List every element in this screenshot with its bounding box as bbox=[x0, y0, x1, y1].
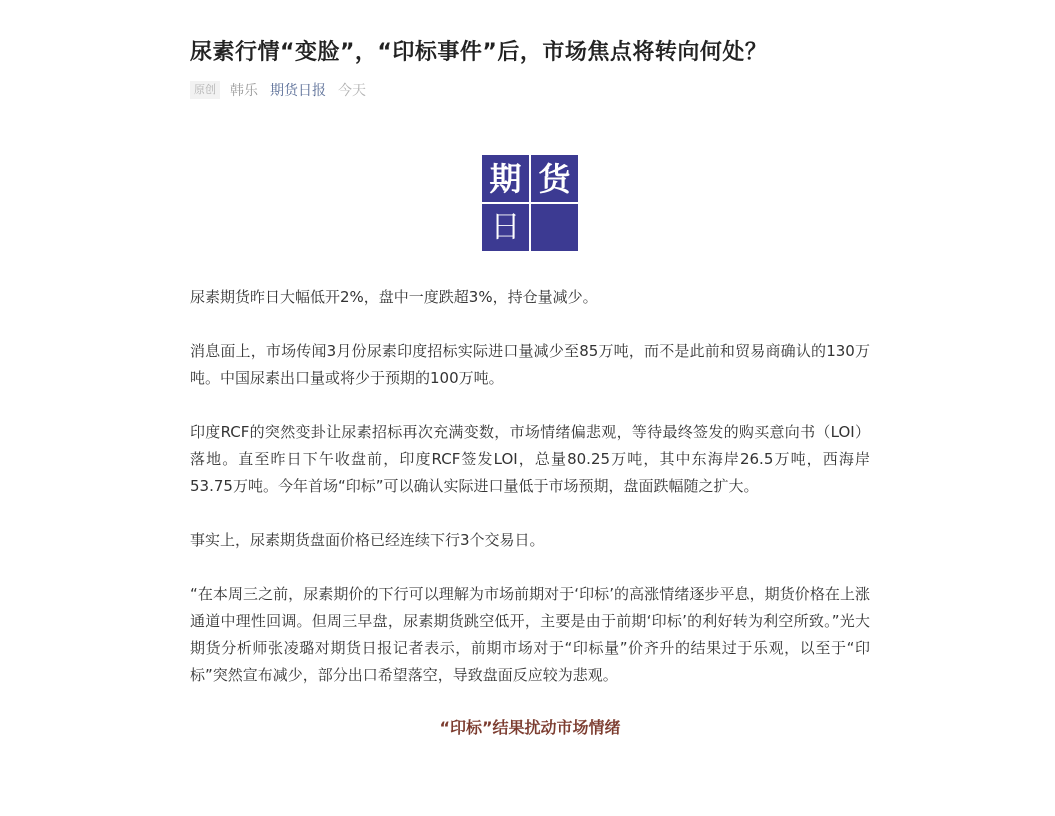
paragraph: 事实上，尿素期货盘面价格已经连续下行3个交易日。 bbox=[190, 531, 545, 549]
logo-container bbox=[190, 155, 870, 251]
logo-char-huo: 货 bbox=[531, 155, 578, 202]
article-body bbox=[190, 284, 870, 740]
publish-time: 今天 bbox=[338, 83, 366, 99]
original-badge: 原创 bbox=[190, 81, 220, 99]
futures-daily-logo bbox=[482, 155, 578, 251]
paragraph: “在本周三之前，尿素期价的下行可以理解为市场前期对于‘印标’的高涨情绪逐步平息，期货价格在上涨通道中理性回调。但周三早盘，尿素期货跳空低开，主要是由于前期‘印标’的利好转为利空所致。”光大期货分析师张凌璐对期货日报记者表示，前期市场对于“印标量”价齐升的结果过于乐观，以至于“印标”突然宣布减少，部分出口希望落空，导致盘面反应较为悲观。 bbox=[190, 585, 870, 684]
article-title: 尿素行情“变脸”，“印标事件”后，市场焦点将转向何处？ bbox=[190, 40, 768, 65]
article bbox=[190, 0, 870, 740]
article-meta bbox=[190, 78, 870, 102]
logo-blank-cell bbox=[531, 204, 578, 251]
section-subheading: “印标”结果扰动市场情绪 bbox=[439, 718, 621, 737]
paragraph: 消息面上，市场传闻3月份尿素印度招标实际进口量减少至85万吨，而不是此前和贸易商确认的130万吨。中国尿素出口量或将少于预期的100万吨。 bbox=[190, 342, 870, 387]
paragraph: 印度RCF的突然变卦让尿素招标再次充满变数，市场情绪偏悲观，等待最终签发的购买意向书（LOI）落地。直至昨日下午收盘前，印度RCF签发LOI，总量80.25万吨，其中东海岸26.5万吨，西海岸53.75万吨。今年首场“印标”可以确认实际进口量低于市场预期，盘面跌幅随之扩大。 bbox=[190, 423, 870, 495]
logo-char-ri: 日 bbox=[482, 204, 529, 251]
author-name: 韩乐 bbox=[230, 83, 258, 99]
account-link[interactable]: 期货日报 bbox=[270, 83, 326, 99]
logo-char-qi: 期 bbox=[482, 155, 529, 202]
paragraph: 尿素期货昨日大幅低开2%，盘中一度跌超3%，持仓量减少。 bbox=[190, 288, 598, 306]
